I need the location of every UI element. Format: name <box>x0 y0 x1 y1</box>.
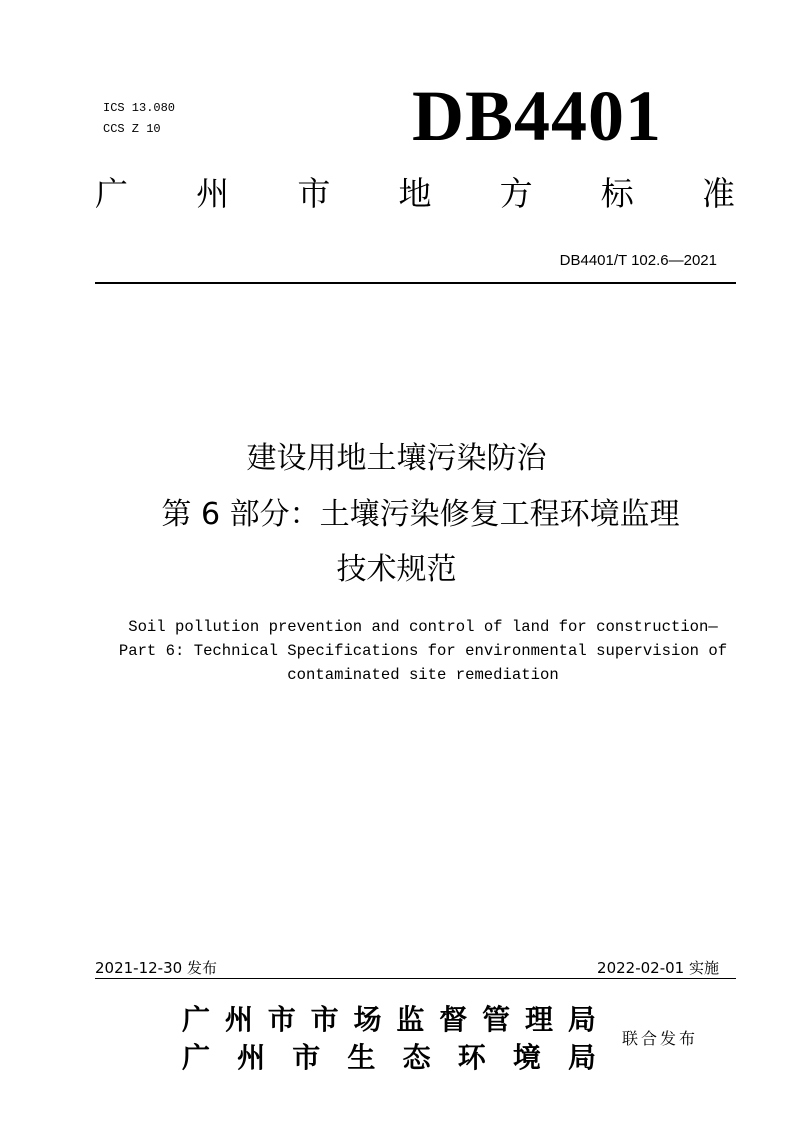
standard-logo: DB4401 <box>412 76 663 156</box>
standard-type-char: 广 <box>95 174 128 213</box>
publisher-char: 监 <box>396 1003 425 1036</box>
publisher-char: 局 <box>567 1003 596 1036</box>
publisher-char: 理 <box>525 1003 554 1036</box>
publisher-char: 市 <box>310 1003 339 1036</box>
title-en-line-2: Part 6: Technical Specifications for environmental supervision of <box>118 642 728 660</box>
standard-type-char: 准 <box>701 174 735 213</box>
title-cn-line-1: 建设用地土壤污染防治 <box>246 441 547 476</box>
footer-divider <box>95 978 736 979</box>
publisher-char: 境 <box>512 1041 541 1074</box>
joint-issue-label: 联合发布 <box>622 1029 699 1048</box>
publisher-char: 广 <box>182 1003 211 1036</box>
publisher-char: 市 <box>292 1041 321 1074</box>
publisher-char: 场 <box>353 1003 382 1036</box>
standard-type-char: 州 <box>196 174 230 213</box>
publisher-char: 州 <box>237 1041 266 1074</box>
standard-type-char: 标 <box>600 174 634 213</box>
standard-number: DB4401/T 102.6—2021 <box>559 252 717 269</box>
standard-type-char: 方 <box>499 174 533 213</box>
publisher-char: 州 <box>224 1003 253 1036</box>
publisher-char: 生 <box>347 1041 376 1074</box>
ccs-code: CCS Z 10 <box>103 122 161 136</box>
title-cn-line-2: 第 6 部分：土壤污染修复工程环境监理 <box>161 497 680 532</box>
publisher-char: 局 <box>567 1041 596 1074</box>
publisher-ecology-environment <box>182 1038 596 1078</box>
standard-type-char: 市 <box>297 174 331 213</box>
issue-date: 2021-12-30 发布 <box>95 959 217 977</box>
implement-date: 2022-02-01 实施 <box>597 959 719 977</box>
classification-codes <box>103 98 175 140</box>
title-cn-line-3: 技术规范 <box>336 552 457 587</box>
header-divider <box>95 282 736 284</box>
publisher-char: 广 <box>182 1041 211 1074</box>
publisher-char: 市 <box>267 1003 296 1036</box>
title-en-line-1: Soil pollution prevention and control of land for construction— <box>128 618 718 636</box>
publisher-char: 管 <box>482 1003 511 1036</box>
standard-type <box>95 172 735 216</box>
standard-type-char: 地 <box>398 174 432 213</box>
publisher-char: 环 <box>457 1041 486 1074</box>
publisher-char: 态 <box>402 1041 431 1074</box>
publisher-market-regulation <box>182 1000 596 1040</box>
title-en-line-3: contaminated site remediation <box>287 666 559 684</box>
ics-code: ICS 13.080 <box>103 101 176 115</box>
publisher-char: 督 <box>439 1003 468 1036</box>
